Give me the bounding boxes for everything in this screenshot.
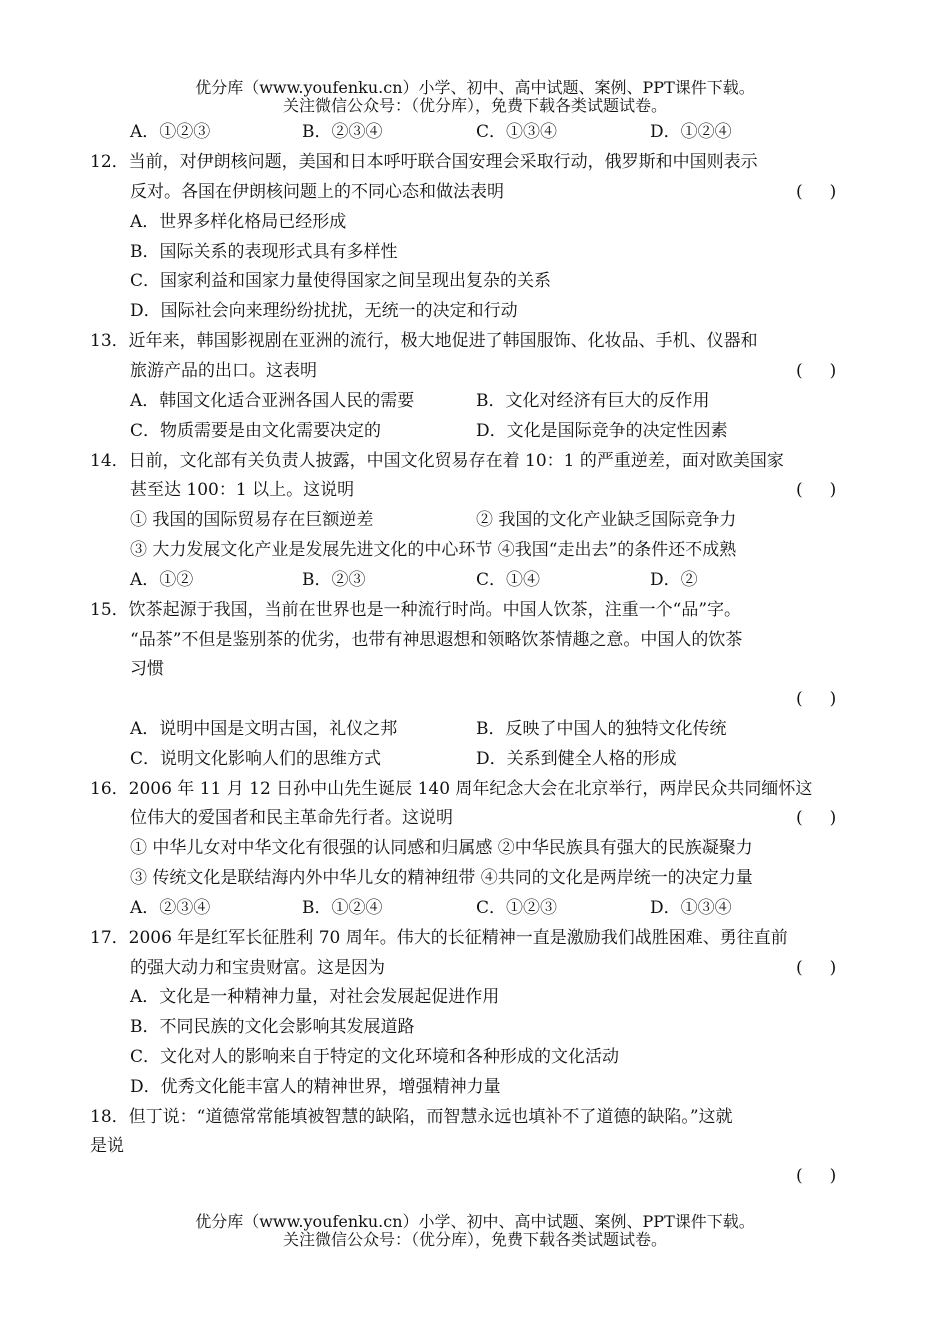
q13-option-c: C．物质需要是由文化需要决定的 xyxy=(130,421,382,441)
header-line-2: 关注微信公众号：（优分库），免费下载各类试题试卷。 xyxy=(282,96,667,115)
q12-option-b: B．国际关系的表现形式具有多样性 xyxy=(130,242,398,262)
footer-line-2: 关注微信公众号：（优分库），免费下载各类试题试卷。 xyxy=(282,1230,667,1249)
q17-option-b: B．不同民族的文化会影响其发展道路 xyxy=(130,1017,415,1037)
q14-option-c: C．①④ xyxy=(476,570,541,590)
q12-option-a: A．世界多样化格局已经形成 xyxy=(130,212,347,232)
q18-stem-line-1: 18．但丁说：“道德常常能填被智慧的缺陷，而智慧永远也填补不了道德的缺陷。”这就 xyxy=(90,1107,733,1127)
q16-statement-3-4: ③ 传统文化是联结海内外中华儿女的精神纽带 ④共同的文化是两岸统一的决定力量 xyxy=(130,868,753,888)
q16-option-a: A．②③④ xyxy=(130,898,211,918)
q13-answer-blank: ( ) xyxy=(796,361,837,381)
q15-stem-line-2: “品茶”不但是鉴别茶的优劣，也带有神思遐想和领略饮茶情趣之意。中国人的饮茶 xyxy=(130,630,743,650)
q12-option-d: D．国际社会向来理纷纷扰扰，无统一的决定和行动 xyxy=(130,301,518,321)
footer-line-1: 优分库（www.youfenku.cn）小学、初中、高中试题、案例、PPT课件下载。 xyxy=(195,1212,755,1231)
q15-option-c: C．说明文化影响人们的思维方式 xyxy=(130,749,382,769)
q13-option-d: D．文化是国际竞争的决定性因素 xyxy=(476,421,728,441)
q15-answer-blank: ( ) xyxy=(796,689,837,709)
q17-option-d: D．优秀文化能丰富人的精神世界，增强精神力量 xyxy=(130,1077,501,1097)
q18-stem-line-2: 是说 xyxy=(90,1136,124,1156)
q16-option-c: C．①②③ xyxy=(476,898,558,918)
q13-stem-line-2: 旅游产品的出口。这表明 xyxy=(130,361,317,381)
q13-stem-line-1: 13．近年来，韩国影视剧在亚洲的流行，极大地促进了韩国服饰、化妆品、手机、仪器和 xyxy=(90,331,758,351)
q15-option-b: B．反映了中国人的独特文化传统 xyxy=(476,719,727,739)
q13-option-b: B．文化对经济有巨大的反作用 xyxy=(476,391,710,411)
q12-answer-blank: ( ) xyxy=(796,182,837,202)
q14-statement-2: ② 我国的文化产业缺乏国际竞争力 xyxy=(476,510,737,530)
q17-answer-blank: ( ) xyxy=(796,958,837,978)
q11-option-b: B．②③④ xyxy=(302,122,383,142)
q11-option-a: A．①②③ xyxy=(130,122,211,142)
q15-stem-line-1: 15．饮茶起源于我国，当前在世界也是一种流行时尚。中国人饮茶，注重一个“品”字。 xyxy=(90,600,742,620)
q14-statement-3-4: ③ 大力发展文化产业是发展先进文化的中心环节 ④我国“走出去”的条件还不成熟 xyxy=(130,540,737,560)
q15-stem-line-3: 习惯 xyxy=(130,659,164,679)
q14-answer-blank: ( ) xyxy=(796,480,837,500)
q16-stem-line-1: 16．2006 年 11 月 12 日孙中山先生诞辰 140 周年纪念大会在北京举行，两岸民众共同缅怀这 xyxy=(90,779,813,799)
q15-option-a: A．说明中国是文明古国，礼仪之邦 xyxy=(130,719,398,739)
q12-stem-line-2: 反对。各国在伊朗核问题上的不同心态和做法表明 xyxy=(130,182,504,202)
q14-option-a: A．①② xyxy=(130,570,194,590)
q12-option-c: C．国家利益和国家力量使得国家之间呈现出复杂的关系 xyxy=(130,271,552,291)
q11-option-d: D．①②④ xyxy=(650,122,732,142)
header-line-1: 优分库（www.youfenku.cn）小学、初中、高中试题、案例、PPT课件下载。 xyxy=(195,78,755,97)
q16-statement-1-2: ① 中华儿女对中华文化有很强的认同感和归属感 ②中华民族具有强大的民族凝聚力 xyxy=(130,838,753,858)
q15-option-d: D．关系到健全人格的形成 xyxy=(476,749,677,769)
q17-option-c: C．文化对人的影响来自于特定的文化环境和各种形成的文化活动 xyxy=(130,1047,620,1067)
q14-statement-1: ① 我国的国际贸易存在巨额逆差 xyxy=(130,510,374,530)
q17-stem-line-2: 的强大动力和宝贵财富。这是因为 xyxy=(130,958,385,978)
q14-option-b: B．②③ xyxy=(302,570,366,590)
q17-stem-line-1: 17．2006 年是红军长征胜利 70 周年。伟大的长征精神一直是激励我们战胜困难、勇往直前 xyxy=(90,928,788,948)
q16-option-d: D．①③④ xyxy=(650,898,732,918)
q12-stem-line-1: 12．当前，对伊朗核问题，美国和日本呼吁联合国安理会采取行动，俄罗斯和中国则表示 xyxy=(90,152,758,172)
q11-option-c: C．①③④ xyxy=(476,122,558,142)
q18-answer-blank: ( ) xyxy=(796,1166,837,1186)
q17-option-a: A．文化是一种精神力量，对社会发展起促进作用 xyxy=(130,987,500,1007)
q14-stem-line-2: 甚至达 100：1 以上。这说明 xyxy=(130,480,355,500)
q16-option-b: B．①②④ xyxy=(302,898,383,918)
q16-stem-line-2: 位伟大的爱国者和民主革命先行者。这说明 xyxy=(130,808,453,828)
q16-answer-blank: ( ) xyxy=(796,808,837,828)
q14-option-d: D．② xyxy=(650,570,698,590)
q13-option-a: A．韩国文化适合亚洲各国人民的需要 xyxy=(130,391,415,411)
q14-stem-line-1: 14．日前，文化部有关负责人披露，中国文化贸易存在着 10：1 的严重逆差，面对欧美国家 xyxy=(90,451,784,471)
